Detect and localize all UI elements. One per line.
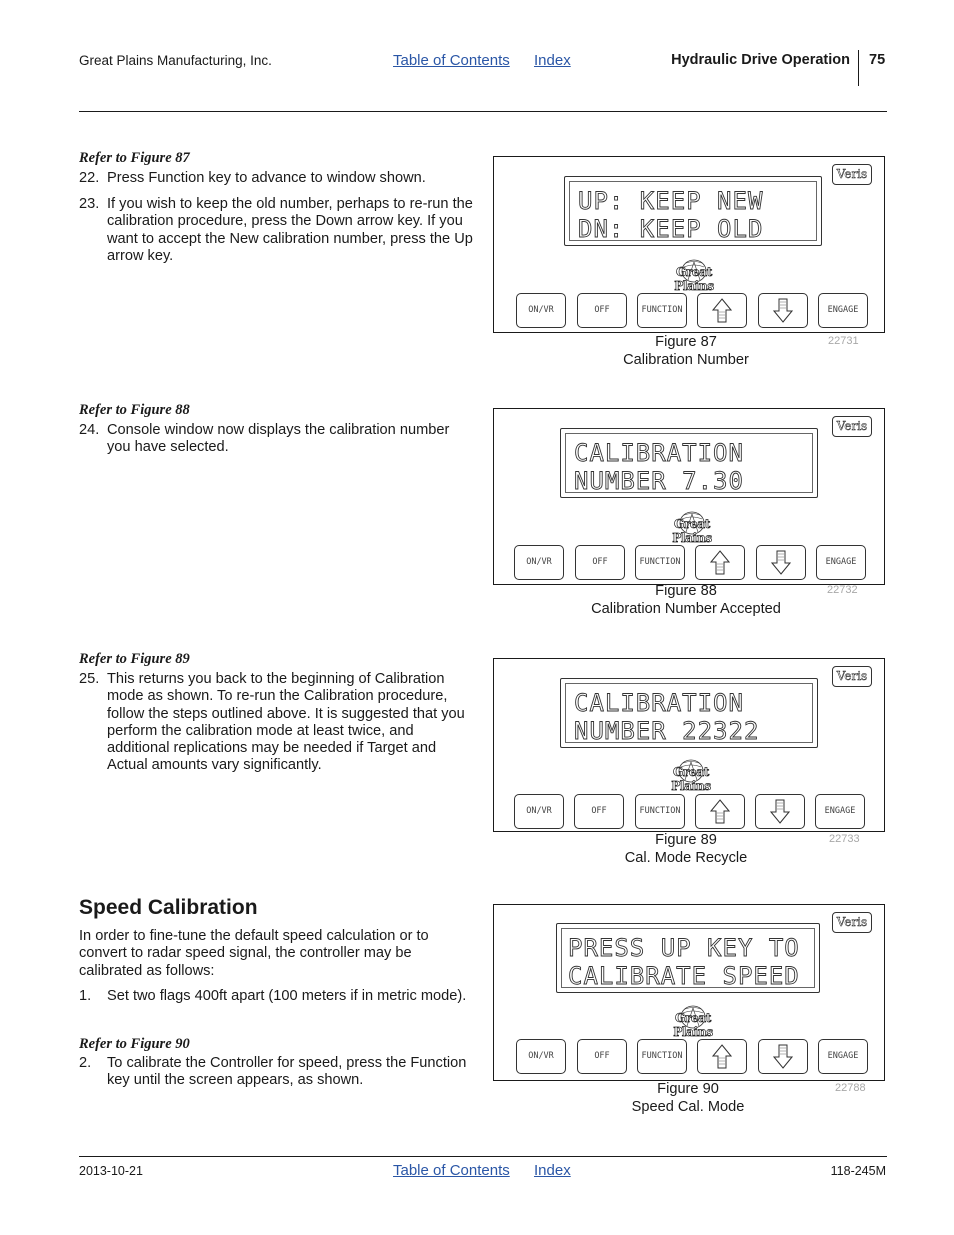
on-vr-button[interactable]: ON/VR (514, 545, 564, 580)
function-button[interactable]: FUNCTION (637, 1039, 687, 1074)
figure-id: 22733 (829, 833, 860, 845)
console-figure (493, 156, 885, 333)
footer-toc-link[interactable]: Table of Contents (393, 1162, 510, 1179)
off-button[interactable]: OFF (574, 794, 624, 829)
figure-reference: Refer to Figure 89 (79, 651, 190, 667)
figure-id: 22732 (827, 584, 858, 596)
off-button[interactable]: OFF (577, 1039, 627, 1074)
lcd-display (564, 176, 822, 246)
step-text: Press Function key to advance to window shown. (107, 170, 426, 186)
down-arrow-icon (770, 799, 790, 824)
lcd-line-2: NUMBER 7.30 (574, 467, 744, 495)
on-vr-button[interactable]: ON/VR (516, 1039, 566, 1074)
figure-title: Calibration Number (623, 351, 749, 368)
step-item (79, 671, 475, 775)
step-item (79, 1055, 475, 1090)
figure-number: Figure 90 (657, 1081, 719, 1097)
step-item (79, 988, 475, 1005)
step-number: 24. (79, 422, 100, 438)
up-arrow-icon (710, 550, 730, 575)
down-arrow-icon (771, 550, 791, 575)
engage-button[interactable]: ENGAGE (818, 293, 868, 328)
great-plains-logo (651, 758, 731, 793)
lcd-line-1: CALIBRATION (574, 689, 744, 717)
console-figure (493, 408, 885, 585)
figure-number: Figure 87 (655, 334, 717, 350)
figure-reference: Refer to Figure 90 (79, 1036, 190, 1052)
up-arrow-icon (712, 1044, 732, 1069)
up-arrow-button[interactable] (697, 293, 747, 328)
down-arrow-button[interactable] (758, 293, 808, 328)
step-number: 25. (79, 671, 100, 687)
logo-text: Great Plains (674, 265, 714, 293)
function-button[interactable]: FUNCTION (635, 794, 685, 829)
engage-button[interactable]: ENGAGE (816, 545, 866, 580)
intro-paragraph: In order to fine-tune the default speed calculation or to convert to radar speed signal, the controller may be calibrated as follows: (79, 928, 429, 979)
lcd-display (556, 923, 820, 993)
figure-number: Figure 89 (655, 832, 717, 848)
lcd-line-1: CALIBRATION (574, 439, 744, 467)
step-item (79, 170, 479, 187)
footer-index-link[interactable]: Index (534, 1162, 571, 1179)
great-plains-logo (654, 258, 734, 293)
figure-title: Cal. Mode Recycle (624, 849, 748, 866)
logo-text: Great Plains (673, 1011, 713, 1039)
step-text: To calibrate the Controller for speed, press the Function key until the screen appears, as shown. (107, 1055, 467, 1089)
lcd-display (560, 678, 818, 748)
header-separator (858, 50, 859, 86)
step-item (79, 422, 475, 457)
console-figure (493, 904, 885, 1081)
step-item (79, 196, 475, 265)
header-toc-link[interactable]: Table of Contents (393, 52, 510, 69)
logo-text: Great Plains (672, 517, 712, 545)
function-button[interactable]: FUNCTION (635, 545, 685, 580)
header-rule (79, 111, 887, 112)
down-arrow-button[interactable] (756, 545, 806, 580)
up-arrow-icon (712, 298, 732, 323)
step-text: Console window now displays the calibration number you have selected. (107, 422, 450, 456)
step-number: 23. (79, 196, 100, 212)
up-arrow-button[interactable] (695, 545, 745, 580)
step-text: This returns you back to the beginning of Calibration mode as shown. To re-run the Calibration procedure, follow the steps outlined above. It is suggested that you perform the calibration mode at least twice, and additional replications may be needed if Target and Actual amounts vary significantly. (107, 671, 465, 774)
down-arrow-icon (773, 298, 793, 323)
figure-title: Calibration Number Accepted (591, 600, 781, 617)
step-number: 1. (79, 988, 92, 1004)
step-text: Set two flags 400ft apart (100 meters if in metric mode). (107, 988, 467, 1004)
down-arrow-icon (773, 1044, 793, 1069)
off-button[interactable]: OFF (575, 545, 625, 580)
figure-caption (493, 583, 879, 618)
figure-caption (495, 1081, 881, 1116)
figure-caption (493, 334, 879, 369)
lcd-display (560, 428, 818, 498)
veris-logo: Veris (832, 666, 872, 687)
document-number: 118-245M (830, 1164, 886, 1178)
lcd-line-2: DN: KEEP OLD (578, 215, 764, 243)
footer-date: 2013-10-21 (79, 1164, 143, 1178)
step-number: 22. (79, 170, 100, 186)
on-vr-button[interactable]: ON/VR (516, 293, 566, 328)
down-arrow-button[interactable] (758, 1039, 808, 1074)
header-index-link[interactable]: Index (534, 52, 571, 69)
down-arrow-button[interactable] (755, 794, 805, 829)
lcd-line-1: UP: KEEP NEW (578, 187, 764, 215)
figure-id: 22788 (835, 1082, 866, 1094)
up-arrow-button[interactable] (697, 1039, 747, 1074)
company-name: Great Plains Manufacturing, Inc. (79, 53, 272, 68)
figure-reference: Refer to Figure 88 (79, 402, 190, 418)
engage-button[interactable]: ENGAGE (815, 794, 865, 829)
figure-id: 22731 (828, 335, 859, 347)
figure-reference: Refer to Figure 87 (79, 150, 190, 166)
veris-logo: Veris (832, 164, 872, 185)
section-title: Hydraulic Drive Operation (671, 52, 850, 68)
great-plains-logo (653, 1004, 733, 1039)
footer-rule (79, 1156, 887, 1157)
up-arrow-icon (710, 799, 730, 824)
engage-button[interactable]: ENGAGE (818, 1039, 868, 1074)
step-text: If you wish to keep the old number, perhaps to re-run the calibration procedure, press the Down arrow key. If you want to accept the New calibration number, press the Up arrow key. (107, 196, 473, 264)
veris-logo: Veris (832, 912, 872, 933)
on-vr-button[interactable]: ON/VR (514, 794, 564, 829)
console-figure (493, 658, 885, 832)
lcd-line-1: PRESS UP KEY TO (568, 934, 800, 962)
lcd-line-2: CALIBRATE SPEED (568, 962, 800, 990)
figure-title: Speed Cal. Mode (631, 1098, 745, 1115)
page-number: 75 (869, 52, 886, 68)
step-number: 2. (79, 1055, 92, 1071)
veris-logo: Veris (832, 416, 872, 437)
up-arrow-button[interactable] (695, 794, 745, 829)
figure-caption (493, 832, 879, 867)
off-button[interactable]: OFF (577, 293, 627, 328)
function-button[interactable]: FUNCTION (637, 293, 687, 328)
great-plains-logo (652, 510, 732, 545)
logo-text: Great Plains (671, 765, 711, 793)
figure-number: Figure 88 (655, 583, 717, 599)
section-heading: Speed Calibration (79, 896, 258, 919)
lcd-line-2: NUMBER 22322 (574, 717, 760, 745)
